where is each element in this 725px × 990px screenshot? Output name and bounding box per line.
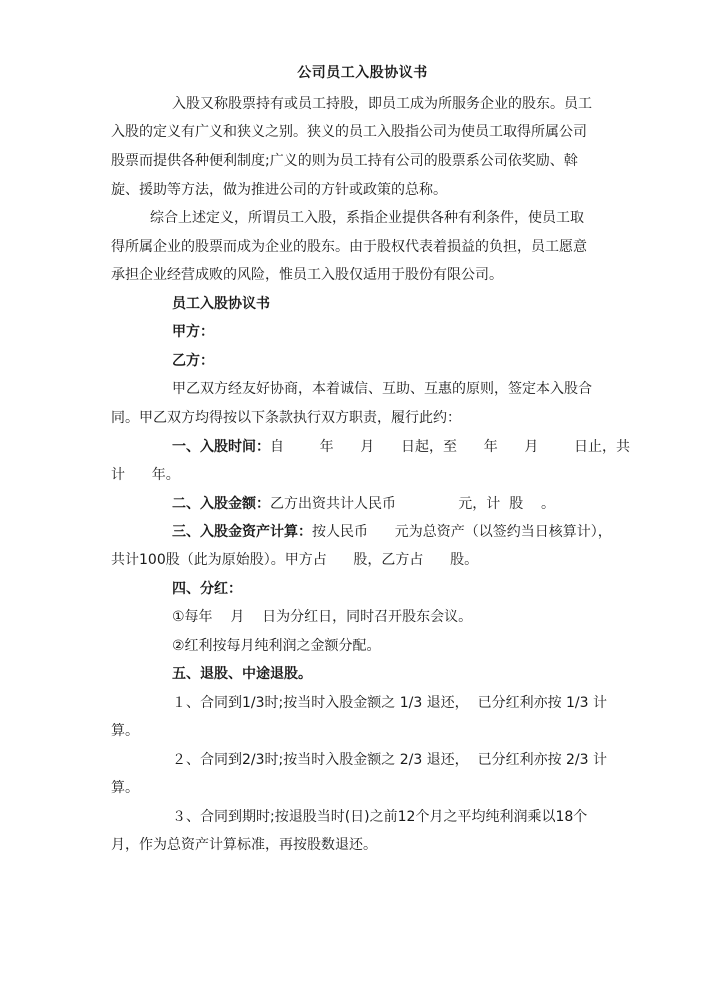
section-1-line-2: 计 年。: [111, 467, 180, 483]
section-2-line: [172, 494, 555, 514]
section-5-item-1-line-1: １、合同到1/3时;按当时入股金额之 1/3 退还， 已分红利亦按 1/3 计: [172, 695, 608, 711]
document-title: 公司员工入股协议书: [297, 65, 428, 81]
intro-line-4: 旋、援助等方法，做为推进公司的方针或政策的总称。: [111, 182, 447, 198]
section-5-item-2-line-2: 算。: [111, 780, 139, 796]
section-4-item-2: ②红利按每月纯利润之金额分配。: [172, 638, 381, 654]
section-1-heading: 一、入股时间：: [172, 439, 270, 455]
intro-line-1: 入股又称股票持有或员工持股，即员工成为所服务企业的股东。员工: [172, 96, 592, 112]
section-3-heading: 三、入股金资产计算：: [172, 524, 312, 540]
section-3-text: 按人民币 元为总资产（以签约当日核算计），: [312, 524, 612, 540]
section-4-heading: 四、分红：: [172, 581, 242, 597]
section-5-heading: 五、退股、中途退股。: [172, 666, 312, 682]
party-a-label: 甲方：: [172, 324, 214, 340]
summary-line-3: 承担企业经营成败的风险，惟员工入股仅适用于股份有限公司。: [111, 267, 503, 283]
intro-line-3: 股票而提供各种便利制度;广义的则为员工持有公司的股票系公司依奖励、斡: [111, 153, 578, 169]
section-1-text: 自 年 月 日起，至 年 月 日止，共: [270, 439, 631, 455]
summary-line-2: 得所属企业的股票而成为企业的股东。由于股权代表着损益的负担，员工愿意: [111, 239, 587, 255]
section-2-text: 乙方出资共计人民币 元，计 股 。: [270, 496, 556, 512]
summary-line-1: 综合上述定义，所谓员工入股，系指企业提供各种有利条件，使员工取: [150, 210, 584, 226]
section-5-item-1-line-2: 算。: [111, 723, 139, 739]
agreement-subtitle: 员工入股协议书: [172, 296, 270, 312]
preamble-line-1: 甲乙双方经友好协商，本着诚信、互助、互惠的原则，签定本入股合: [172, 381, 592, 397]
section-2-heading: 二、入股金额：: [172, 496, 270, 512]
section-3-line-2: 共计100股（此为原始股）。甲方占 股，乙方占 股。: [111, 552, 479, 568]
section-5-item-3-line-1: ３、合同到期时;按退股当时(日)之前12个月之平均纯利润乘以18个: [172, 809, 588, 825]
section-5-item-3-line-2: 月，作为总资产计算标准，再按股数退还。: [111, 837, 377, 853]
preamble-line-2: 同。甲乙双方均得按以下条款执行双方职责，履行此约：: [111, 410, 461, 426]
party-b-label: 乙方：: [172, 353, 214, 369]
section-3-line-1: [172, 522, 612, 542]
section-1-line-1: [172, 437, 630, 457]
section-4-item-1: ①每年 月 日为分红日，同时召开股东会议。: [172, 609, 473, 625]
intro-line-2: 入股的定义有广义和狭义之别。狭义的员工入股指公司为使员工取得所属公司: [111, 124, 587, 140]
section-5-item-2-line-1: ２、合同到2/3时;按当时入股金额之 2/3 退还， 已分红利亦按 2/3 计: [172, 752, 608, 768]
